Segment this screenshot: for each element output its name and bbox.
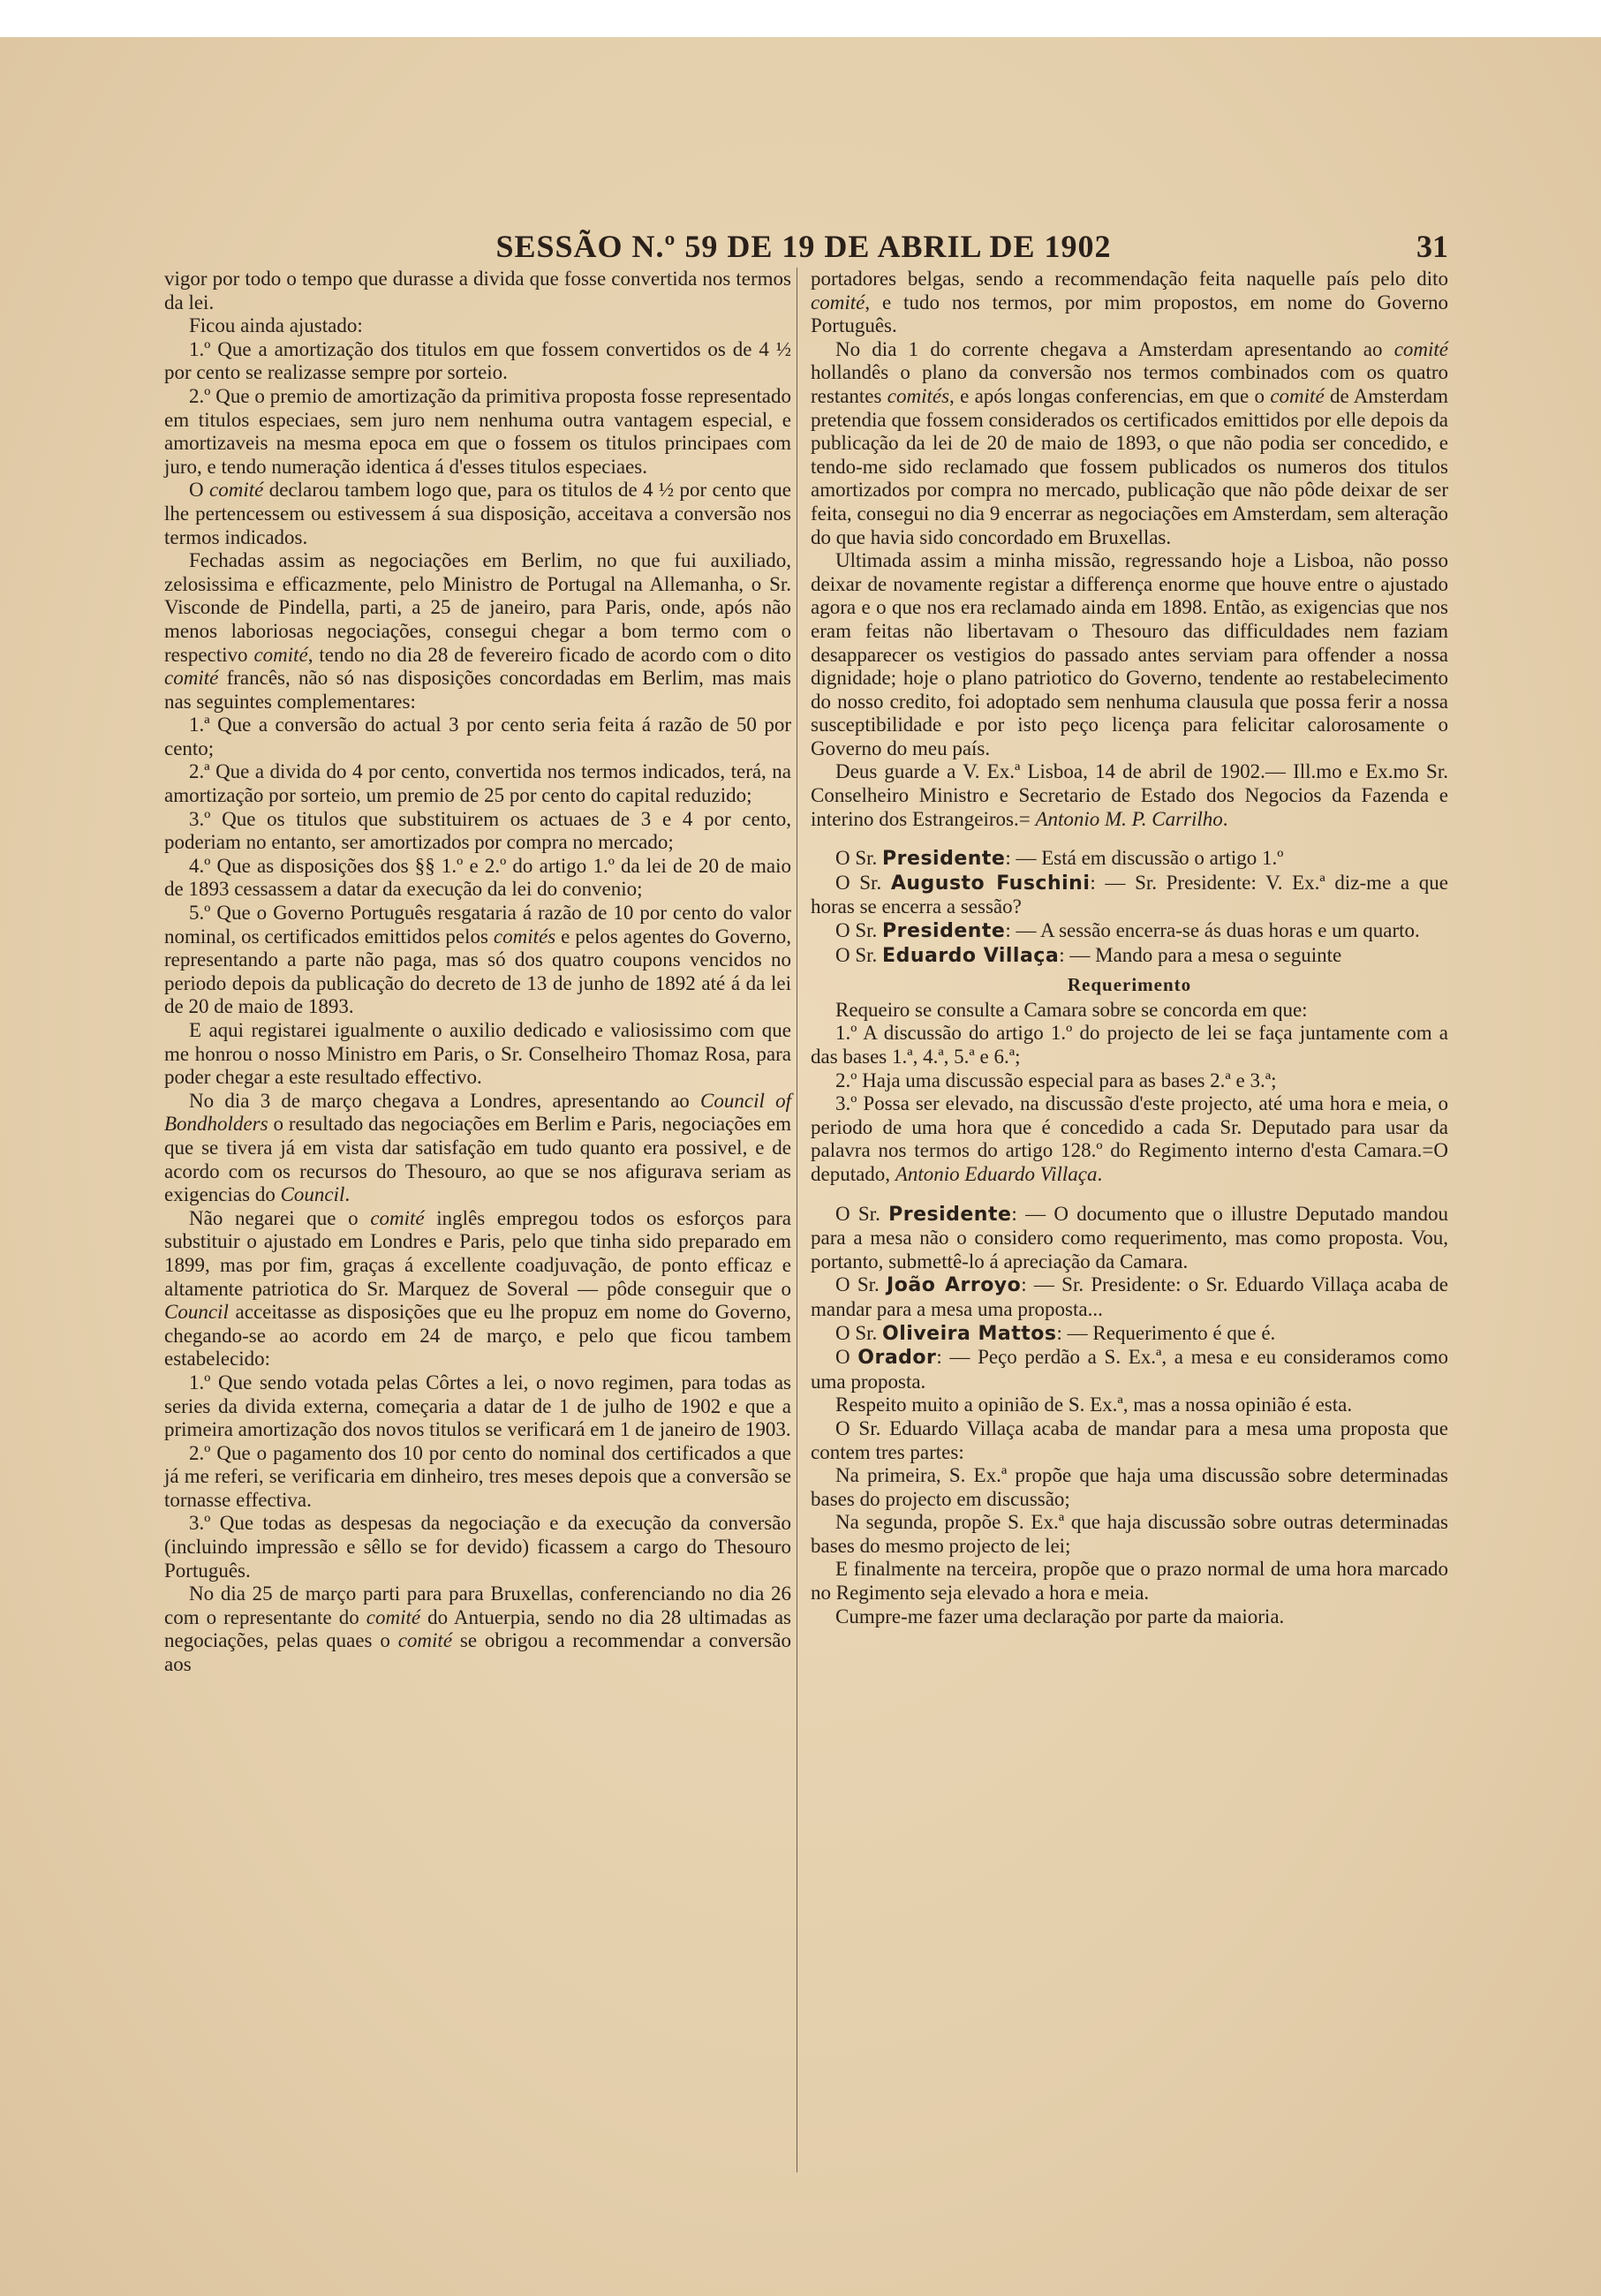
speaker-name: Augusto Fuschini xyxy=(890,872,1091,895)
paragraph: 4.º Que as disposições dos §§ 1.º e 2.º do artigo 1.º da lei de 20 de maio de 1893 cessassem a datar da execução da lei do convenio; xyxy=(164,854,791,901)
speaker-name: Presidente xyxy=(888,1203,1012,1226)
page-header xyxy=(159,228,1448,267)
paragraph: 2.º Que o pagamento dos 10 por cento do nominal dos certificados a que já me referi, se verificaria em dinheiro, tres meses depois que a conversão se tornasse effectiva. xyxy=(164,1441,791,1511)
paragraph: E aqui registarei igualmente o auxilio dedicado e valiosissimo com que me honrou o nosso Ministro em Paris, o Sr. Conselheiro Thomaz Rosa, para poder chegar a este resultado effectivo. xyxy=(164,1019,791,1089)
speaker-name: Oliveira Mattos xyxy=(882,1322,1057,1345)
paragraph: 5.º Que o Governo Português resgataria á razão de 10 por cento do valor nominal, os certificados emittidos pelos comités e pelos agentes do Governo, representando a parte não paga, mas só dos quatro coupons vencidos no periodo depois da publicação do decreto de 13 de junho de 1892 até á da lei de 20 de maio de 1893. xyxy=(164,902,792,1018)
paragraph: No dia 1 do corrente chegava a Amsterdam apresentando ao comité hollandês o plano da conversão nos termos combinados com os quatro restantes comités, e após longas conferencias, em que o comité de Amsterdam pretendia que fossem considerados os certificados emittidos por elle depois da publicação da lei de 20 de maio de 1893, o que não podia ser concedido, e tendo-me sido reclamado que fossem publicados os numeros dos titulos amortizados por compra no mercado, publicação que não pôde deixar de ser feita, consegui no dia 9 encerrar as negociações em Amsterdam, sem alteração do que havia sido concordado em Bruxellas. xyxy=(811,337,1448,548)
paragraph: Ficou ainda ajustado: xyxy=(189,314,363,337)
speech-augusto-fuschini: O Sr. Augusto Fuschini: — Sr. Presidente: V. Ex.ª diz-me a que horas se encerra a sessão? xyxy=(811,871,1448,918)
speaker-name: Eduardo Villaça xyxy=(882,944,1060,967)
right-column xyxy=(811,268,1448,1628)
paragraph: Requeiro se consulte a Camara sobre se concorda em que: xyxy=(835,998,1308,1021)
paragraph: 2.ª Que a divida do 4 por cento, convertida nos termos indicados, terá, na amortização por sorteio, um premio de 25 por cento do capital reduzido; xyxy=(164,760,791,807)
session-title: SESSÃO N.º 59 DE 19 DE ABRIL DE 1902 xyxy=(495,229,1112,264)
paragraph: No dia 25 de março parti para para Bruxellas, conferenciando no dia 26 com o representante do comité do Antuerpia, sendo no dia 28 ultimadas as negociações, pelas quaes o comité se obrigou a recommendar a conversão aos xyxy=(164,1582,791,1676)
paragraph: 3.º Que os titulos que substituirem os actuaes de 3 e 4 por cento, poderiam no entanto, ser amortizados por compra no mercado; xyxy=(164,807,791,854)
paragraph: 1.º Que a amortização dos titulos em que fossem convertidos os de 4 ½ por cento se realizasse sempre por sorteio. xyxy=(164,337,791,384)
paragraph: Ultimada assim a minha missão, regressando hoje a Lisboa, não posso deixar de novamente registar a differença enorme que houve entre o ajustado agora e o que nos era reclamado ainda em 1898. Então, as exigencias que nos eram feitas não libertavam o Thesouro das difficuldades nem faziam desapparecer os vestigios do passado antes serviam para offender a nossa dignidade; hoje o plano patriotico do Governo, tendente ao restabelecimento do nosso credito, foi adoptado sem nenhuma clausula que possa ferir a nossa susceptibilidade e por isto peço licença para felicitar calorosamente o Governo do meu país. xyxy=(811,549,1448,759)
paragraph: 1.ª Que a conversão do actual 3 por cento seria feita á razão de 50 por cento; xyxy=(164,714,791,759)
paragraph: Na primeira, S. Ex.ª propõe que haja uma discussão sobre determinadas bases do projecto em discussão; xyxy=(811,1464,1448,1510)
speech-orador: O Orador: — Peço perdão a S. Ex.ª, a mesa e eu consideramos como uma proposta. xyxy=(811,1346,1448,1393)
paragraph: Cumpre-me fazer uma declaração por parte da maioria. xyxy=(835,1605,1285,1628)
paragraph: 3.º Possa ser elevado, na discussão d'este projecto, até uma hora e meia, o periodo de uma hora que é concedido a cada Sr. Deputado para usar da palavra nos termos do artigo 128.º do Regimento interno d'esta Camara.=O deputado, Antonio Eduardo Villaça. xyxy=(811,1092,1448,1185)
speech-oliveira-mattos: O Sr. Oliveira Mattos: — Requerimento é que é. xyxy=(835,1321,1276,1345)
speaker-name: Orador xyxy=(857,1347,937,1370)
paragraph: O Sr. Eduardo Villaça acaba de mandar para a mesa uma proposta que contem tres partes: xyxy=(811,1416,1448,1463)
paragraph: O comité declarou tambem logo que, para os titulos de 4 ½ por cento que lhe pertencessem ou estivessem á sua disposição, acceitava a conversão nos termos indicados. xyxy=(164,479,791,548)
paragraph: Fechadas assim as negociações em Berlim, no que fui auxiliado, zelosissima e efficazmente, pelo Ministro de Portugal na Allemanha, o Sr. Visconde de Pindella, parti, a 25 de janeiro, para Paris, onde, após não menos laboriosas negociações, consegui chegar a bom termo com o respectivo comité, tendo no dia 28 de fevereiro ficado de acordo com o dito comité francês, não só nas disposições concordadas em Berlim, mas mais nas seguintes complementares: xyxy=(164,549,792,713)
page-number: 31 xyxy=(1416,229,1448,264)
speaker-name: João Arroyo xyxy=(887,1274,1022,1297)
requerimento-heading: Requerimento xyxy=(1067,974,1192,996)
speech-presidente: O Sr. Presidente: — A sessão encerra-se ás duas horas e um quarto. xyxy=(835,919,1420,943)
paragraph: Na segunda, propõe S. Ex.ª que haja discussão sobre outras determinadas bases do mesmo projecto de lei; xyxy=(811,1511,1448,1557)
speech-eduardo-villaca: O Sr. Eduardo Villaça: — Mando para a mesa o seguinte xyxy=(835,943,1342,967)
speaker-name: Presidente xyxy=(882,848,1006,871)
paragraph: Deus guarde a V. Ex.ª Lisboa, 14 de abril de 1902.— Ill.mo e Ex.mo Sr. Conselheiro Ministro e Secretario de Estado dos Negocios da Fazenda e interino dos Estrangeiros.= Antonio M. P. Carrilho. xyxy=(811,760,1448,830)
left-column xyxy=(164,268,791,1677)
paragraph: vigor por todo o tempo que durasse a divida que fosse convertida nos termos da lei. xyxy=(164,268,791,313)
paragraph: E finalmente na terceira, propõe que o prazo normal de uma hora marcado no Regimento seja elevado a hora e meia. xyxy=(811,1558,1448,1605)
speech-joao-arroyo: O Sr. João Arroyo: — Sr. Presidente: o Sr. Eduardo Villaça acaba de mandar para a mesa uma proposta... xyxy=(811,1273,1448,1320)
paragraph: 1.º Que sendo votada pelas Côrtes a lei, o novo regimen, para todas as series da divida externa, começaria a datar de 1 de julho de 1902 e que a primeira amortização dos novos titulos se verificará em 1 de janeiro de 1903. xyxy=(164,1371,791,1441)
paragraph: 2.º Haja uma discussão especial para as bases 2.ª e 3.ª; xyxy=(835,1069,1277,1091)
paragraph: No dia 3 de março chegava a Londres, apresentando ao Council of Bondholders o resultado das negociações em Berlim e Paris, negociações em que se tivera já em vista dar satisfação em tudo quanto era possivel, e de acordo com os recursos do Thesouro, ao que se nos afigurava seriam as exigencias do Council. xyxy=(164,1089,791,1206)
speech-presidente: O Sr. Presidente: — O documento que o illustre Deputado mandou para a mesa não o considero como requerimento, mas como proposta. Vou, portanto, submettê-lo á apreciação da Camara. xyxy=(811,1202,1448,1273)
speech-presidente: O Sr. Presidente: — Está em discussão o artigo 1.º xyxy=(835,847,1284,871)
paragraph: 1.º A discussão do artigo 1.º do projecto de lei se faça juntamente com a das bases 1.ª, 4.ª, 5.ª e 6.ª; xyxy=(811,1022,1448,1068)
scan-border xyxy=(0,0,1601,37)
paragraph: 2.º Que o premio de amortização da primitiva proposta fosse representado em titulos especiaes, sem juro nem nenhuma outra vantagem especial, e amortizaveis na mesma epoca em que o fossem os titulos principaes com juro, e tendo numeração identica á d'esses titulos especiaes. xyxy=(164,384,791,478)
speaker-name: Presidente xyxy=(882,920,1006,943)
paragraph: portadores belgas, sendo a recommendação feita naquelle país pelo dito comité, e tudo nos termos, por mim propostos, em nome do Governo Português. xyxy=(811,268,1448,337)
paragraph: Respeito muito a opinião de S. Ex.ª, mas a nossa opinião é esta. xyxy=(835,1393,1353,1416)
paragraph: 3.º Que todas as despesas da negociação e da execução da conversão (incluindo impressão e sêllo se for devido) ficassem a cargo do Thesouro Português. xyxy=(164,1512,791,1582)
paragraph: Não negarei que o comité inglês empregou todos os esforços para substituir o ajustado em Londres e Paris, pelo que tinha sido preparado em 1899, mas por fim, graças á excellente coadjuvação, de ponto efficaz e altamente patriotica do Sr. Marquez de Soveral — pôde conseguir que o Council acceitasse as disposições que eu lhe propuz em nome do Governo, chegando-se ao acordo em 24 de março, e pelo que ficou tambem estabelecido: xyxy=(164,1206,791,1371)
